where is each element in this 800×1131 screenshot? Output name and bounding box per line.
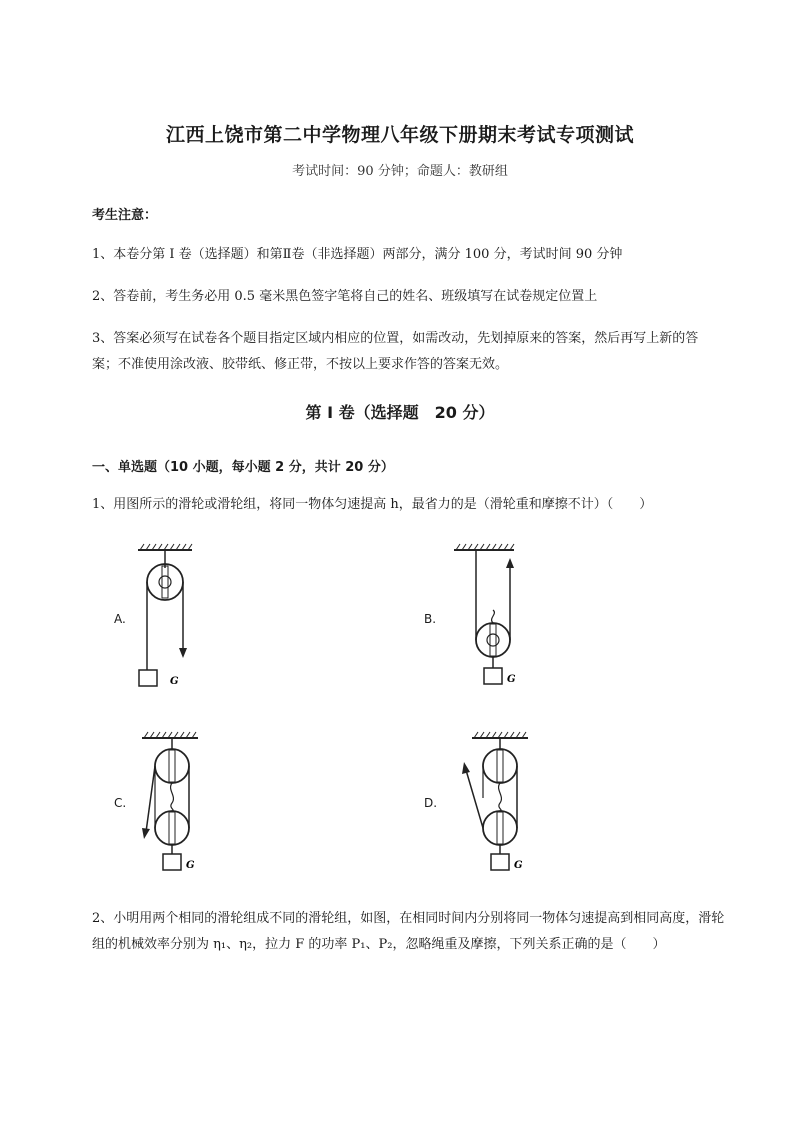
notice-heading: 考生注意： (92, 208, 158, 223)
question-1-text: 1、用图所示的滑轮或滑轮组，将同一物体匀速提高 h，最省力的是（滑轮重和摩擦不计）（ ） (92, 497, 653, 512)
notice-item-2: 2、答卷前，考生务必用 0.5 毫米黑色签字笔将自己的姓名、班级填写在试卷规定位置上 (92, 289, 598, 304)
exam-info: 考试时间：90 分钟；命题人：教研组 (292, 164, 508, 179)
figure-a-fixed-pulley (130, 540, 210, 700)
page-title: 江西上饶市第二中学物理八年级下册期末考试专项测试 (165, 124, 634, 146)
option-a-label: A. (114, 612, 126, 626)
weight-label-d: G (514, 860, 523, 871)
notice-item-3: 3、答案必须写在试卷各个题目指定区域内相应的位置，如需改动，先划掉原来的答案，然后再写上新的答案；不准使用涂改液、胶带纸、修正带，不按以上要求作答的答案无效。 (92, 331, 699, 372)
option-b-label: B. (424, 612, 437, 626)
notice-item-1: 1、本卷分第 I 卷（选择题）和第Ⅱ卷（非选择题）两部分，满分 100 分，考试时间 90 分钟 (92, 247, 623, 262)
figure-d-pulley-block (456, 728, 536, 888)
figure-b-movable-pulley (450, 540, 540, 700)
figure-c-pulley-block (134, 728, 214, 888)
option-c-label: C. (114, 796, 127, 810)
part-heading: 一、单选题（10 小题，每小题 2 分，共计 20 分） (92, 460, 394, 475)
section-title: 第 I 卷（选择题 20 分） (305, 403, 495, 422)
question-2-text: 2、小明用两个相同的滑轮组成不同的滑轮组，如图，在相同时间内分别将同一物体匀速提高到相同高度，滑轮组的机械效率分别为 η₁、η₂，拉力 F 的功率 P₁、P₂，忽略绳重及摩擦，下列关系正确的是（ ） (92, 911, 725, 952)
weight-label-c: G (186, 860, 195, 871)
weight-label-b: G (507, 674, 516, 685)
weight-label-a: G (170, 676, 179, 687)
option-d-label: D. (424, 796, 438, 810)
